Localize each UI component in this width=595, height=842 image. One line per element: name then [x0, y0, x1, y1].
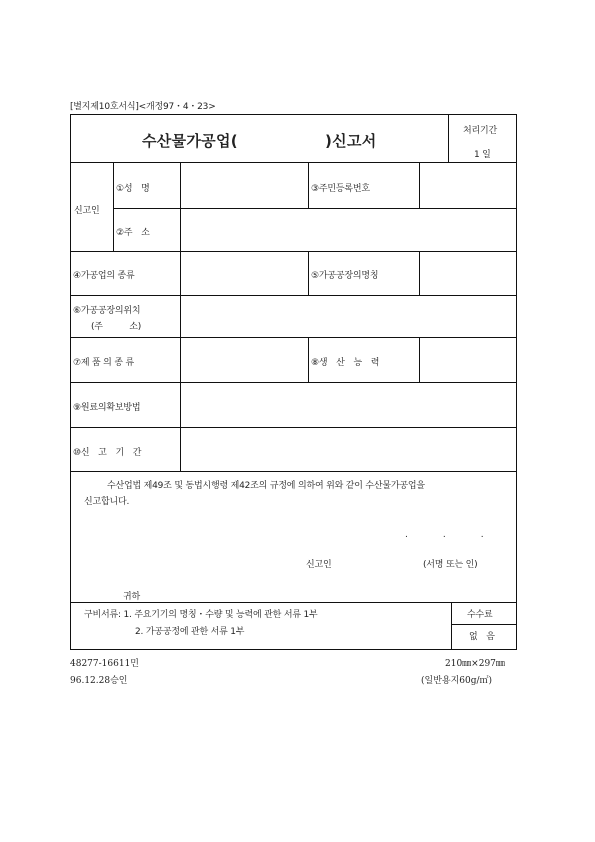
- form-reference: [별지제10호서식]<개정97・4・23>: [70, 102, 216, 112]
- fee-divider: [451, 624, 516, 625]
- required-docs-1: 구비서류: 1. 주요기기의 명칭・수량 및 능력에 관한 서류 1부: [84, 610, 318, 620]
- footer-paper-size: 210㎜×297㎜: [445, 659, 505, 669]
- resident-vline: [419, 162, 420, 208]
- row-divider-3: [71, 337, 516, 338]
- resident-no-label: ③주민등록번호: [311, 184, 370, 194]
- name-label: ①성 명: [116, 184, 150, 194]
- footer-paper-type: (일반용지60g/㎡): [421, 676, 493, 686]
- statement-line-2: 신고합니다.: [84, 497, 130, 507]
- footer-approval: 96.12.28승인: [70, 676, 128, 686]
- processing-value: 1 일: [474, 150, 491, 160]
- row-divider-4: [71, 382, 516, 383]
- row-divider-1: [71, 251, 516, 252]
- product-type-label: ⑦제 품 의 종 류: [73, 358, 134, 368]
- name-vline: [308, 162, 309, 208]
- footer-form-number: 48277-16611민: [70, 659, 139, 669]
- product-vline: [308, 337, 309, 382]
- business-type-label: ④가공업의 종류: [73, 271, 135, 281]
- applicant-vline: [113, 162, 114, 251]
- row-divider-2: [71, 295, 516, 296]
- address-label: ②주 소: [116, 228, 150, 238]
- docs-divider: [71, 602, 516, 603]
- fee-vline: [451, 602, 452, 649]
- row-divider-5: [71, 427, 516, 428]
- addressee: 귀하: [123, 592, 140, 602]
- sign-hint: (서명 또는 인): [423, 560, 478, 570]
- plant-name-vline: [419, 251, 420, 295]
- report-form: [70, 114, 517, 650]
- capacity-vline: [419, 337, 420, 382]
- report-period-label: ⑩신 고 기 간: [73, 448, 142, 458]
- label-vline: [180, 162, 181, 471]
- capacity-label: ⑧생 산 능 력: [311, 358, 380, 368]
- plant-location-label: ⑥가공공장의위치: [73, 306, 141, 316]
- statement-line-1: 수산업법 제49조 및 동법시행령 제42조의 규정에 의하여 위와 같이 수산물가공업을: [107, 481, 425, 491]
- plant-name-label: ⑤가공공장의명칭: [311, 271, 379, 281]
- applicant-divider: [113, 208, 516, 209]
- type-vline: [308, 251, 309, 295]
- processing-label: 처리기간: [463, 126, 497, 136]
- applicant-label: 신고인: [74, 206, 100, 216]
- required-docs-2: 2. 가공공정에 관한 서류 1부: [135, 627, 245, 637]
- form-title-right: )신고서: [325, 132, 377, 150]
- title-vline: [448, 115, 449, 162]
- sign-label: 신고인: [306, 560, 332, 570]
- form-title-left: 수산물가공업(: [142, 132, 238, 150]
- plant-location-sublabel: (주 소): [91, 322, 142, 332]
- fee-value: 없 음: [469, 632, 495, 642]
- title-divider: [71, 162, 516, 163]
- date-marks: . . .: [405, 530, 484, 540]
- row-divider-6: [71, 471, 516, 472]
- raw-material-label: ⑨원료의확보방법: [73, 403, 141, 413]
- fee-label: 수수료: [467, 610, 493, 620]
